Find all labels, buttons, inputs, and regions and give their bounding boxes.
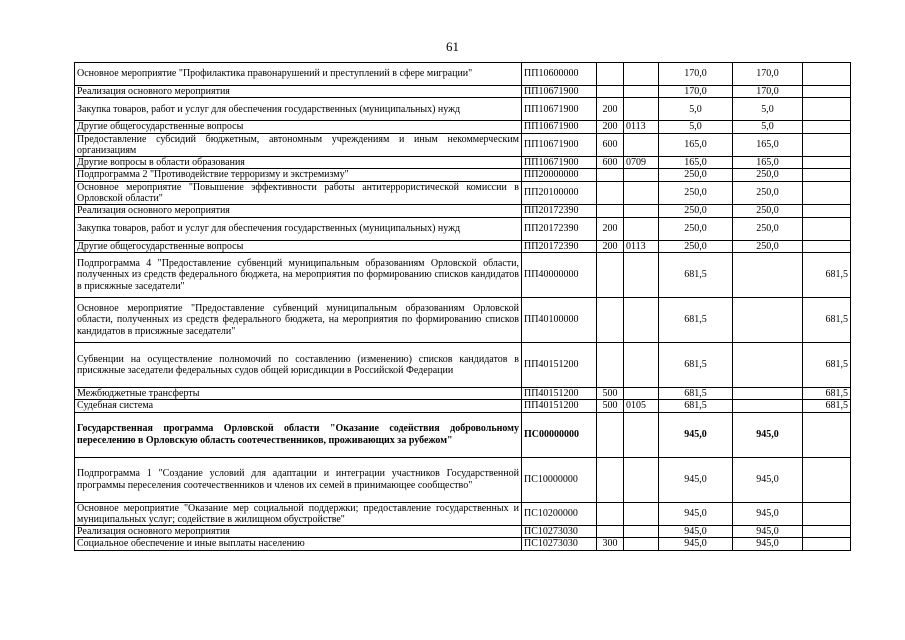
cell-amount-3	[803, 502, 851, 526]
cell-amount-2: 945,0	[733, 526, 803, 538]
cell-amount-3	[803, 205, 851, 217]
cell-rz	[624, 133, 659, 157]
cell-code: ПП10671900	[522, 157, 597, 169]
cell-amount-2: 945,0	[733, 412, 803, 457]
cell-name: Основное мероприятие "Повышение эффективности работы антитеррористической комиссии в Орловской области"	[75, 181, 522, 205]
cell-amount-1: 250,0	[659, 181, 733, 205]
cell-rz	[624, 297, 659, 342]
cell-vr	[597, 412, 624, 457]
table-row	[75, 169, 851, 181]
cell-amount-1: 681,5	[659, 400, 733, 412]
cell-name: Социальное обеспечение и иные выплаты населению	[75, 538, 522, 550]
table-row	[75, 502, 851, 526]
cell-name: Предоставление субсидий бюджетным, автономным учреждениям и иным некоммерческим организациям	[75, 133, 522, 157]
cell-amount-1: 5,0	[659, 121, 733, 133]
cell-amount-3	[803, 98, 851, 121]
cell-amount-3	[803, 240, 851, 252]
cell-amount-2	[733, 400, 803, 412]
cell-rz	[624, 412, 659, 457]
cell-vr	[597, 457, 624, 502]
cell-amount-1: 681,5	[659, 252, 733, 297]
table-row	[75, 252, 851, 297]
cell-vr	[597, 297, 624, 342]
cell-name: Государственная программа Орловской области "Оказание содействия добровольному переселению в Орловскую область соотечественников, проживающих за рубежом"	[75, 412, 522, 457]
cell-name: Закупка товаров, работ и услуг для обеспечения государственных (муниципальных) нужд	[75, 217, 522, 240]
cell-name: Основное мероприятие "Профилактика правонарушений и преступлений в сфере миграции"	[75, 63, 522, 86]
page-number: 61	[446, 39, 459, 54]
cell-amount-2: 945,0	[733, 457, 803, 502]
cell-vr: 200	[597, 98, 624, 121]
cell-amount-1: 170,0	[659, 86, 733, 98]
cell-amount-3	[803, 538, 851, 550]
table-row	[75, 457, 851, 502]
cell-name: Реализация основного мероприятия	[75, 86, 522, 98]
cell-rz	[624, 387, 659, 399]
table-row	[75, 240, 851, 252]
cell-amount-3: 681,5	[803, 342, 851, 387]
cell-rz	[624, 98, 659, 121]
cell-rz	[624, 63, 659, 86]
table-row	[75, 86, 851, 98]
cell-amount-1: 250,0	[659, 205, 733, 217]
cell-amount-3: 681,5	[803, 400, 851, 412]
cell-amount-2: 170,0	[733, 86, 803, 98]
cell-name: Реализация основного мероприятия	[75, 526, 522, 538]
cell-code: ПП20100000	[522, 181, 597, 205]
cell-name: Другие вопросы в области образования	[75, 157, 522, 169]
cell-vr: 500	[597, 387, 624, 399]
cell-amount-1: 945,0	[659, 538, 733, 550]
cell-amount-1: 165,0	[659, 157, 733, 169]
table-row	[75, 387, 851, 399]
cell-vr	[597, 526, 624, 538]
cell-amount-1: 250,0	[659, 217, 733, 240]
cell-code: ПП20172390	[522, 217, 597, 240]
cell-vr	[597, 205, 624, 217]
cell-amount-1: 945,0	[659, 526, 733, 538]
cell-rz: 0709	[624, 157, 659, 169]
cell-vr: 200	[597, 240, 624, 252]
cell-code: ПС10200000	[522, 502, 597, 526]
cell-amount-1: 681,5	[659, 297, 733, 342]
cell-name: Реализация основного мероприятия	[75, 205, 522, 217]
cell-amount-2	[733, 252, 803, 297]
cell-name: Основное мероприятие "Оказание мер социальной поддержки; предоставление государственных и муниципальных услуг; содействие в жилищном обустройстве"	[75, 502, 522, 526]
cell-rz: 0113	[624, 121, 659, 133]
cell-rz	[624, 252, 659, 297]
table-row	[75, 412, 851, 457]
cell-amount-2	[733, 387, 803, 399]
cell-amount-3	[803, 133, 851, 157]
table-row	[75, 297, 851, 342]
cell-amount-3	[803, 121, 851, 133]
cell-vr: 600	[597, 157, 624, 169]
cell-amount-2	[733, 342, 803, 387]
cell-vr	[597, 502, 624, 526]
cell-amount-3	[803, 526, 851, 538]
cell-amount-3	[803, 181, 851, 205]
cell-rz	[624, 181, 659, 205]
cell-code: ПС10273030	[522, 538, 597, 550]
cell-vr: 500	[597, 400, 624, 412]
cell-amount-1: 681,5	[659, 387, 733, 399]
cell-name: Подпрограмма 1 "Создание условий для адаптации и интеграции участников Государственной программы переселения соотечественников и членов их семей в принимающее сообщество"	[75, 457, 522, 502]
cell-amount-2: 250,0	[733, 217, 803, 240]
cell-rz	[624, 538, 659, 550]
cell-vr	[597, 86, 624, 98]
cell-name: Субвенции на осуществление полномочий по составлению (изменению) списков кандидатов в присяжные заседатели федеральных судов общей юрисдикции в Российской Федерации	[75, 342, 522, 387]
cell-name: Закупка товаров, работ и услуг для обеспечения государственных (муниципальных) нужд	[75, 98, 522, 121]
cell-amount-1: 170,0	[659, 63, 733, 86]
table-row	[75, 157, 851, 169]
cell-code: ПС10273030	[522, 526, 597, 538]
cell-amount-2: 250,0	[733, 169, 803, 181]
cell-code: ПП40000000	[522, 252, 597, 297]
cell-amount-1: 250,0	[659, 169, 733, 181]
cell-vr: 200	[597, 121, 624, 133]
table-row	[75, 98, 851, 121]
cell-code: ПП20172390	[522, 205, 597, 217]
table-row	[75, 400, 851, 412]
cell-amount-3	[803, 169, 851, 181]
cell-amount-2: 250,0	[733, 205, 803, 217]
table-row	[75, 342, 851, 387]
cell-amount-1: 5,0	[659, 98, 733, 121]
cell-code: ПП10671900	[522, 98, 597, 121]
cell-code: ПП40151200	[522, 387, 597, 399]
cell-name: Основное мероприятие "Предоставление субвенций муниципальным образованиям Орловской области, полученных из средств федерального бюджета, на мероприятия по формированию списков кандидатов в присяжные заседатели"	[75, 297, 522, 342]
cell-amount-1: 250,0	[659, 240, 733, 252]
cell-name: Судебная система	[75, 400, 522, 412]
cell-rz	[624, 169, 659, 181]
table-row	[75, 538, 851, 550]
cell-rz	[624, 342, 659, 387]
cell-rz	[624, 217, 659, 240]
cell-code: ПП20172390	[522, 240, 597, 252]
cell-name: Межбюджетные трансферты	[75, 387, 522, 399]
cell-rz	[624, 457, 659, 502]
table-row	[75, 121, 851, 133]
cell-amount-2	[733, 297, 803, 342]
budget-table	[74, 62, 851, 551]
cell-vr	[597, 169, 624, 181]
cell-amount-2: 165,0	[733, 157, 803, 169]
cell-rz	[624, 205, 659, 217]
cell-code: ПП10600000	[522, 63, 597, 86]
cell-amount-2: 250,0	[733, 240, 803, 252]
cell-rz: 0105	[624, 400, 659, 412]
cell-code: ПП10671900	[522, 86, 597, 98]
cell-name: Другие общегосударственные вопросы	[75, 121, 522, 133]
cell-amount-3	[803, 157, 851, 169]
cell-vr	[597, 181, 624, 205]
cell-code: ПП40151200	[522, 342, 597, 387]
cell-amount-1: 945,0	[659, 502, 733, 526]
cell-amount-1: 681,5	[659, 342, 733, 387]
cell-amount-3: 681,5	[803, 297, 851, 342]
cell-rz	[624, 526, 659, 538]
cell-vr	[597, 342, 624, 387]
table-row	[75, 181, 851, 205]
cell-amount-1: 945,0	[659, 457, 733, 502]
table-row	[75, 133, 851, 157]
cell-amount-1: 165,0	[659, 133, 733, 157]
cell-code: ПП40100000	[522, 297, 597, 342]
cell-amount-2: 945,0	[733, 538, 803, 550]
cell-vr: 200	[597, 217, 624, 240]
cell-code: ПП20000000	[522, 169, 597, 181]
cell-code: ПП10671900	[522, 133, 597, 157]
cell-amount-2: 250,0	[733, 181, 803, 205]
cell-vr: 600	[597, 133, 624, 157]
cell-rz	[624, 86, 659, 98]
cell-code: ПС10000000	[522, 457, 597, 502]
cell-name: Подпрограмма 2 "Противодействие терроризму и экстремизму"	[75, 169, 522, 181]
cell-amount-3	[803, 86, 851, 98]
cell-amount-3	[803, 412, 851, 457]
cell-amount-3: 681,5	[803, 252, 851, 297]
cell-amount-2: 5,0	[733, 121, 803, 133]
cell-code: ПП10671900	[522, 121, 597, 133]
cell-amount-2: 5,0	[733, 98, 803, 121]
cell-name: Подпрограмма 4 "Предоставление субвенций муниципальным образованиям Орловской области, полученных из средств федерального бюджета, на мероприятия по формированию списков кандидатов в присяжные заседатели"	[75, 252, 522, 297]
cell-vr	[597, 252, 624, 297]
cell-amount-3	[803, 457, 851, 502]
cell-vr	[597, 63, 624, 86]
table-row	[75, 205, 851, 217]
table-row	[75, 63, 851, 86]
cell-code: ПС00000000	[522, 412, 597, 457]
cell-code: ПП40151200	[522, 400, 597, 412]
table-row	[75, 526, 851, 538]
cell-amount-2: 945,0	[733, 502, 803, 526]
table-row	[75, 217, 851, 240]
cell-amount-3	[803, 217, 851, 240]
cell-vr: 300	[597, 538, 624, 550]
cell-amount-2: 170,0	[733, 63, 803, 86]
cell-name: Другие общегосударственные вопросы	[75, 240, 522, 252]
cell-rz: 0113	[624, 240, 659, 252]
cell-amount-3	[803, 63, 851, 86]
cell-amount-2: 165,0	[733, 133, 803, 157]
cell-rz	[624, 502, 659, 526]
cell-amount-3: 681,5	[803, 387, 851, 399]
cell-amount-1: 945,0	[659, 412, 733, 457]
